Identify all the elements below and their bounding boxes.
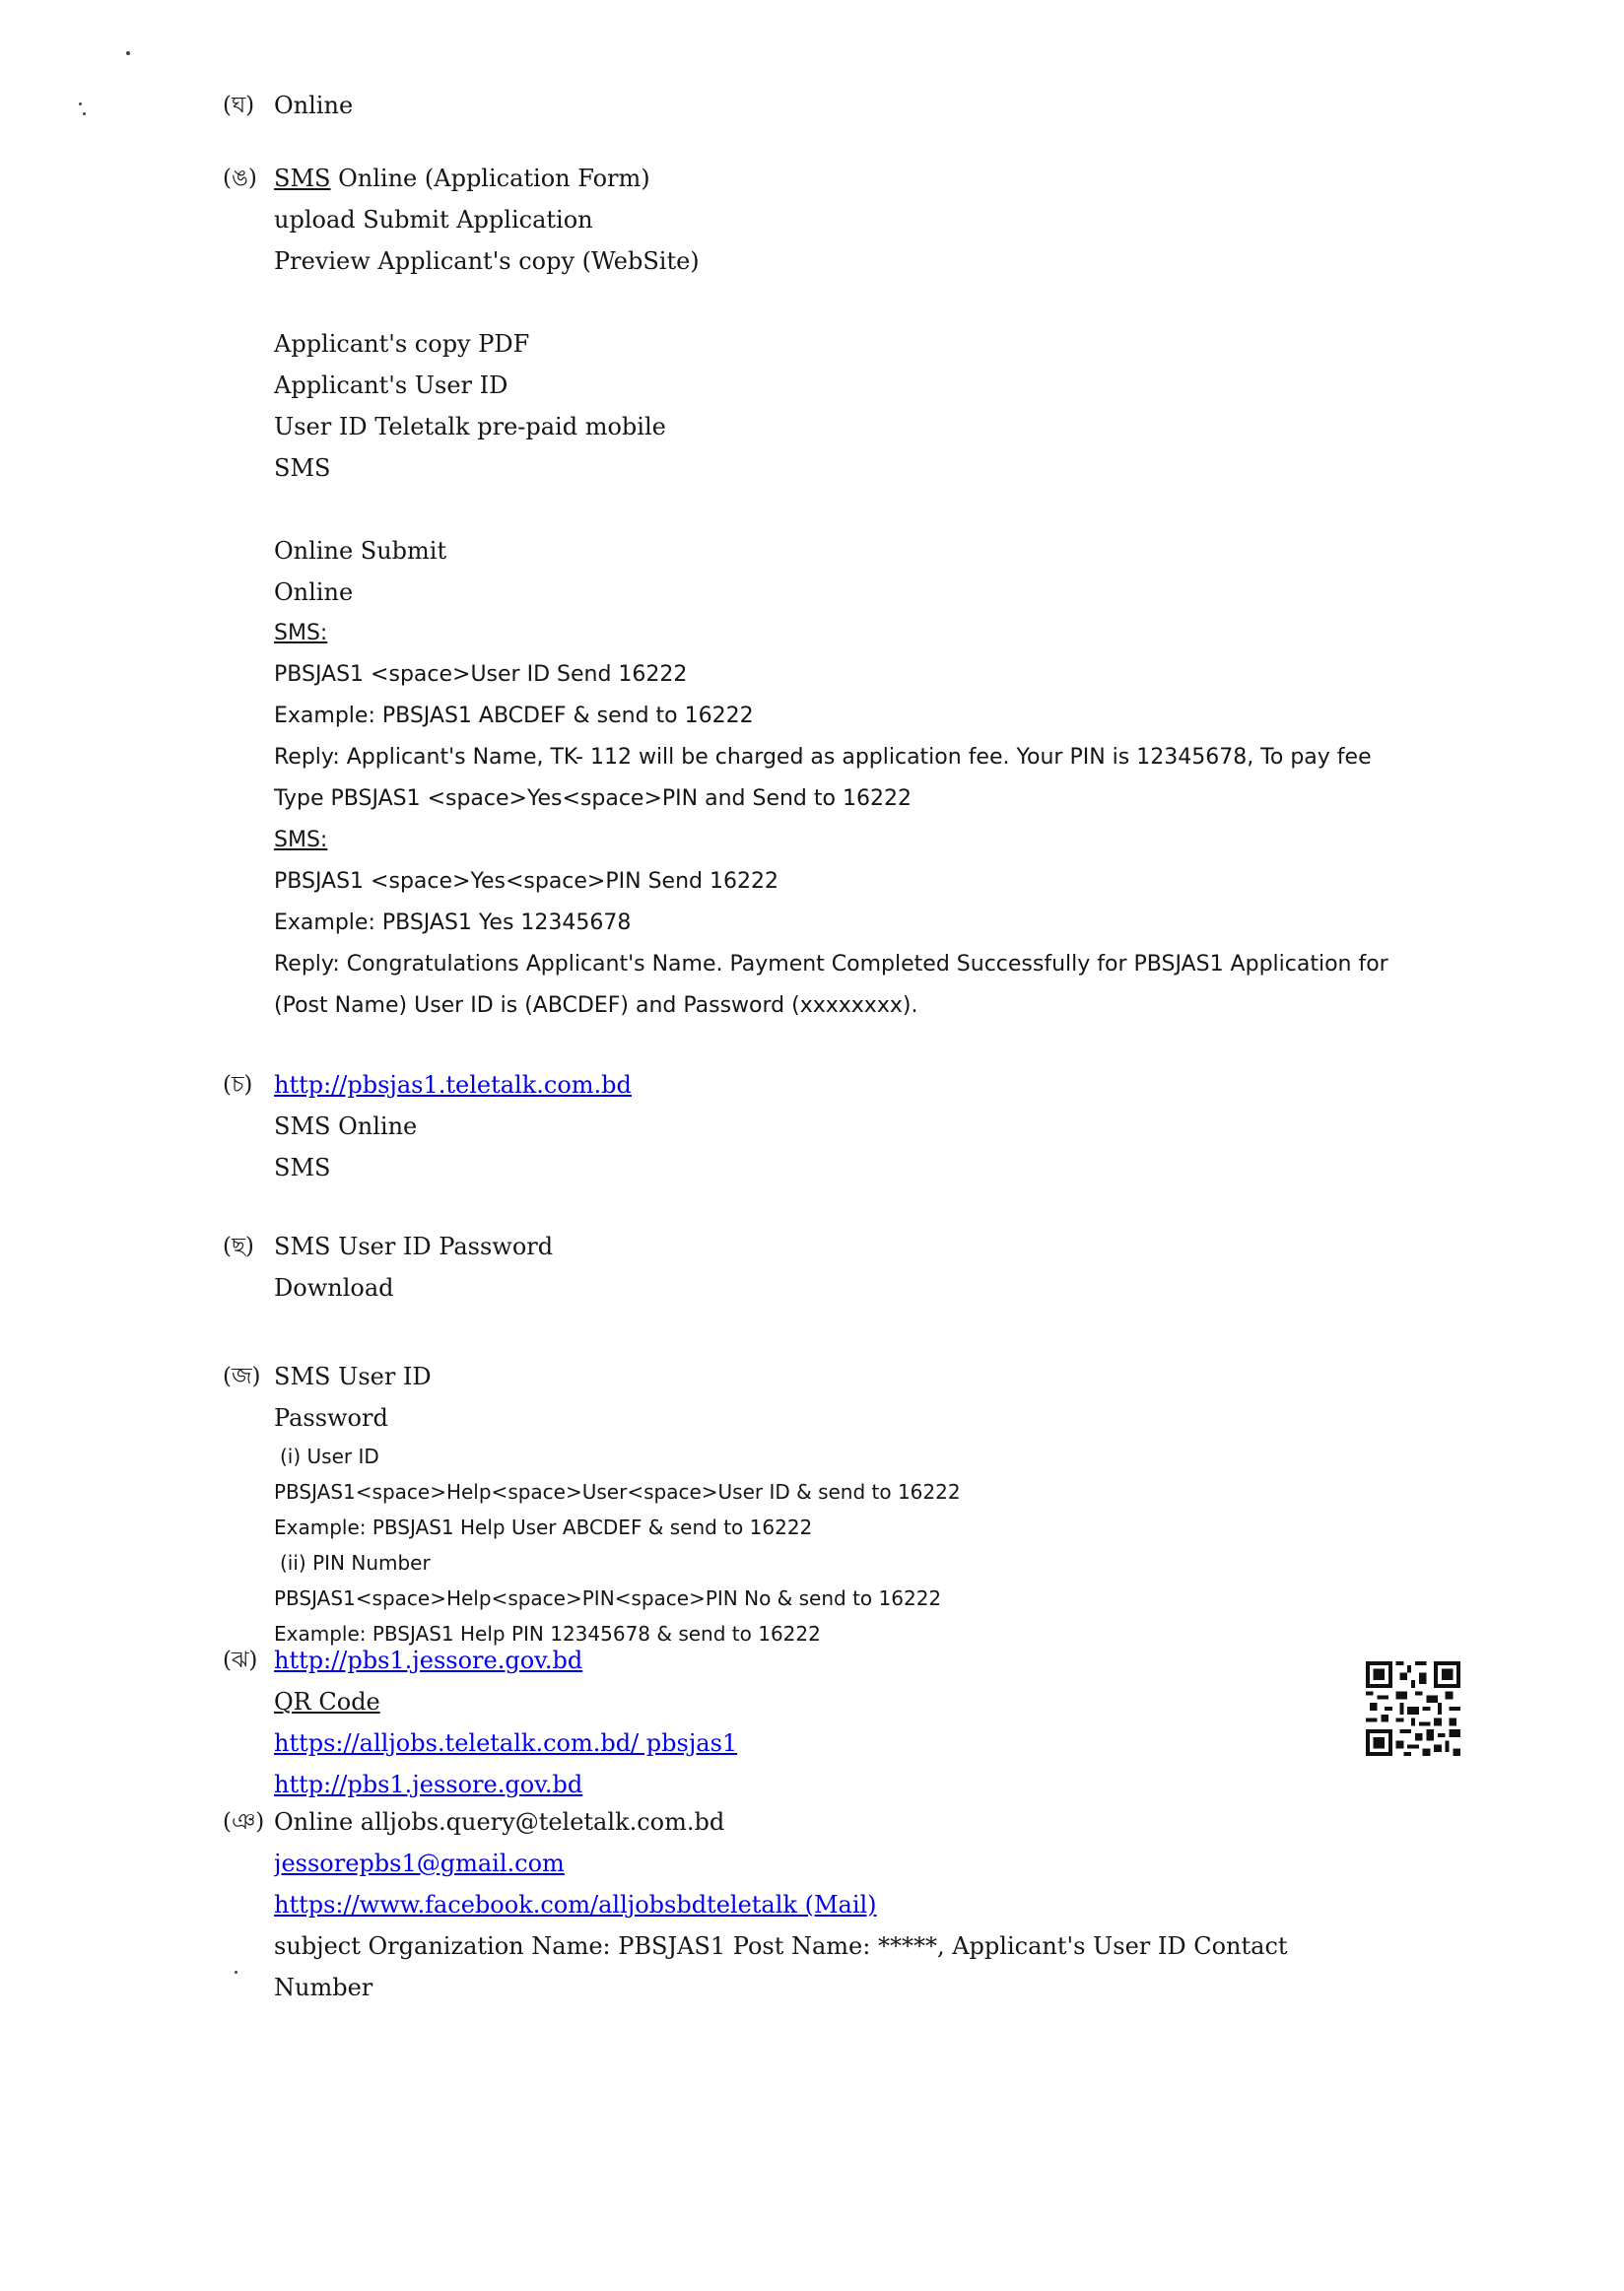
email-jessorepbs1-link[interactable]: jessorepbs1@gmail.com <box>274 1850 565 1877</box>
clause-line: upload Submit Application <box>274 206 593 234</box>
clause-line: Applicant's copy PDF <box>274 330 530 358</box>
sms2-line: PBSJAS1 <space>Yes<space>PIN Send 16222 <box>274 869 778 894</box>
clause-line: SMS <box>274 454 331 482</box>
sms2-heading: SMS: <box>274 828 328 852</box>
clause-line <box>274 1188 1494 1230</box>
clause-line <box>274 1843 1494 1884</box>
clause-marker: (চ) <box>223 1072 253 1098</box>
clause-line: SMS User ID <box>274 1363 432 1390</box>
sms2-line: Reply: Congratulations Applicant's Name. Payment Completed Successfully for PBSJAS1 Application for <box>274 952 1388 977</box>
clause-line: Download <box>274 1274 394 1302</box>
pbsjas1-teletalk-link[interactable]: http://pbsjas1.teletalk.com.bd <box>274 1071 632 1099</box>
clause-line <box>274 1764 1354 1805</box>
sms2-line: Example: PBSJAS1 Yes 12345678 <box>274 910 632 935</box>
clause-line <box>274 1884 1494 1925</box>
clause-line: SMS <box>274 1154 331 1181</box>
clause-line <box>274 282 1494 323</box>
clause-marker: (ঘ) <box>223 93 255 118</box>
clause-line <box>274 1722 1354 1764</box>
clause-line <box>274 1640 1354 1681</box>
clause-line: SMS Online (Application Form) <box>274 165 650 192</box>
scan-speck <box>79 102 82 105</box>
clause-line: SMS Online <box>274 1112 418 1140</box>
sms-rules-heading: SMS <box>274 165 331 192</box>
pbs1-jessore-link[interactable]: http://pbs1.jessore.gov.bd <box>274 1647 583 1674</box>
clause-line: Online <box>274 578 354 606</box>
clause-marker: (ঙ) <box>223 166 257 191</box>
scan-speck <box>126 51 130 55</box>
clause-line: Online Submit <box>274 537 447 565</box>
clause-uo <box>223 158 1494 1027</box>
help-line: Example: PBSJAS1 Help User ABCDEF & send to 16222 <box>274 1516 813 1539</box>
clause-line: User ID Teletalk pre-paid mobile <box>274 413 666 440</box>
clause-marker: (ঝ) <box>223 1648 258 1673</box>
qr-code-icon[interactable] <box>1366 1661 1460 1756</box>
clause-line <box>274 1309 1494 1350</box>
pbs1-jessore-link-2[interactable]: http://pbs1.jessore.gov.bd <box>274 1771 583 1798</box>
facebook-page-link[interactable]: https://www.facebook.com/alljobsbdteletalk (Mail) <box>274 1891 877 1919</box>
clause-marker: (জ) <box>223 1364 261 1389</box>
clause-gha <box>223 85 1494 168</box>
sms2-line: (Post Name) User ID is (ABCDEF) and Password (xxxxxxxx). <box>274 993 918 1018</box>
sms1-line: Example: PBSJAS1 ABCDEF & send to 16222 <box>274 704 754 728</box>
clause-line: QR Code <box>274 1688 380 1716</box>
scan-speck <box>83 112 86 115</box>
clause-line <box>274 1064 1494 1106</box>
sms1-line: Type PBSJAS1 <space>Yes<space>PIN and Send to 16222 <box>274 786 912 811</box>
clause-marker: (ছ) <box>223 1234 254 1259</box>
clause-marker: (ঞ) <box>223 1809 265 1835</box>
help-line: PBSJAS1<space>Help<space>PIN<space>PIN No & send to 16222 <box>274 1586 942 1610</box>
clause-nya <box>223 1801 1494 2008</box>
clause-line: subject Organization Name: PBSJAS1 Post Name: *****, Applicant's User ID Contact <box>274 1932 1288 1960</box>
clause-line <box>274 489 1494 530</box>
clause-line: Online <box>274 92 354 119</box>
clause-ja <box>223 1356 1494 1651</box>
help-line: (i) User ID <box>280 1445 379 1468</box>
clause-line: Online alljobs.query@teletalk.com.bd <box>274 1808 725 1836</box>
clause-line: SMS User ID Password <box>274 1233 554 1260</box>
clause-line: Applicant's User ID <box>274 371 508 399</box>
clause-cha <box>223 1064 1494 1230</box>
alljobs-pbsjas1-link[interactable]: https://alljobs.teletalk.com.bd/ pbsjas1 <box>274 1729 738 1757</box>
clause-line: Preview Applicant's copy (WebSite) <box>274 247 700 275</box>
help-line: PBSJAS1<space>Help<space>User<space>User ID & send to 16222 <box>274 1480 961 1504</box>
sms1-line: Reply: Applicant's Name, TK- 112 will be charged as application fee. Your PIN is 12345678, To pay fee <box>274 745 1372 770</box>
clause-line: Password <box>274 1404 388 1432</box>
clause-line: Number <box>274 1974 373 2001</box>
help-line: (ii) PIN Number <box>280 1551 431 1575</box>
help-line: Example: PBSJAS1 Help PIN 12345678 & send to 16222 <box>274 1622 821 1646</box>
clause-chha <box>223 1226 1494 1350</box>
sms1-heading: SMS: <box>274 621 328 645</box>
sms1-line: PBSJAS1 <space>User ID Send 16222 <box>274 662 688 687</box>
clause-jha <box>223 1640 1494 1805</box>
